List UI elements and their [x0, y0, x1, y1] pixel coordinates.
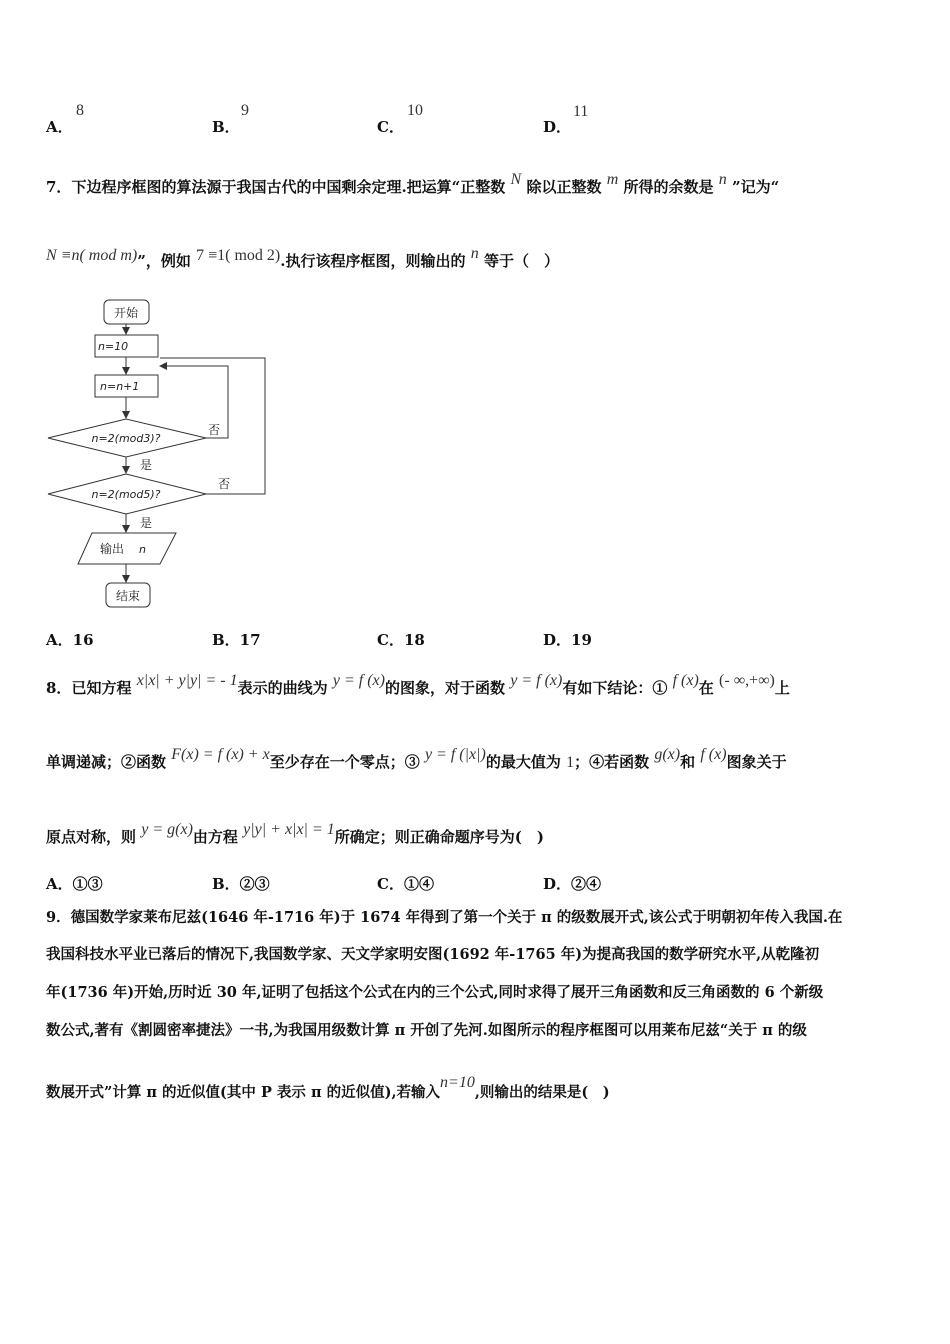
q7-option-c: C．18	[377, 631, 425, 649]
q6-option-b-letter: B．	[212, 118, 240, 136]
flow-output-box	[78, 533, 176, 564]
q8-text-8: 至少存在一个零点；③	[269, 753, 420, 771]
q8-text-1: 已知方程	[71, 679, 132, 697]
q8-F: F(x) = f (x) + x	[171, 746, 270, 763]
q8-option-a: A．①③	[46, 875, 103, 893]
flow-cond2-text: n=2(mod5)?	[91, 488, 161, 501]
q7-text-7: 等于（ ）	[483, 252, 559, 270]
q8-text-6: 上	[774, 679, 790, 697]
q8-eq-1: x|x| + y|y| = - 1	[136, 672, 238, 689]
q8-text-7: 单调递减；②函数	[46, 753, 167, 771]
q8-text-15: 所确定；则正确命题序号为( )	[334, 828, 544, 846]
flow-yes2-label: 是	[140, 516, 153, 530]
q6-option-a-value: 8	[76, 102, 84, 119]
q9-line-1: 9．德国数学家莱布尼兹(1646 年-1716 年)于 1674 年得到了第一个关于 π 的级数展开式,该公式于明朝初年传入我国.在	[46, 909, 843, 926]
q8-text-5: 在	[698, 679, 714, 697]
q8-interval: (- ∞,+∞)	[719, 672, 775, 689]
q8-text-2: 表示的曲线为	[237, 679, 328, 697]
flow-init-text: n=10	[98, 340, 129, 353]
q8-text-14: 由方程	[192, 828, 238, 846]
q9-line-3: 年(1736 年)开始,历时近 30 年,证明了包括这个公式在内的三个公式,同时求得了展开三角函数和反三角函数的 6 个新级	[46, 984, 824, 1001]
flow-cond1-text: n=2(mod3)?	[91, 432, 161, 445]
flow-output-text: 输出	[100, 542, 125, 556]
q6-option-b-value: 9	[241, 102, 249, 119]
q7-text-4: ”记为“	[731, 178, 780, 196]
q6-option-d-value: 11	[573, 103, 589, 120]
q7-option-a: A．16	[46, 631, 94, 649]
q7-text-3: 所得的余数是	[623, 178, 714, 196]
q9-line-4: 数公式,著有《割圆密率捷法》一书,为我国用级数计算 π 开创了先河.如图所示的程序框图可以用莱布尼兹“关于 π 的级	[46, 1022, 807, 1039]
q8-text-3: 的图象，对于函数	[384, 679, 505, 697]
q8-text-12: 图象关于	[726, 753, 787, 771]
q8-number: 8．	[46, 679, 72, 697]
q9-n10: n=10	[440, 1074, 475, 1091]
q8-text-4: 有如下结论：①	[562, 679, 668, 697]
q7-formula-2: 7 ≡1( mod 2)	[196, 247, 281, 264]
q7-number: 7．	[46, 178, 72, 196]
q9-text-5a: 数展开式”计算 π 的近似值(其中 P 表示 π 的近似值),若输入	[46, 1084, 441, 1101]
q7-var-n2: n	[470, 245, 479, 262]
q8-line-1	[46, 672, 790, 698]
q8-eq-2: y|y| + x|x| = 1	[243, 821, 335, 838]
q8-f3: f (x)	[672, 672, 699, 689]
q8-option-d: D．②④	[543, 875, 602, 893]
q8-text-10: ；④若函数	[574, 753, 650, 771]
q7-var-N: N	[510, 171, 522, 188]
flow-yes1-label: 是	[140, 458, 153, 472]
q9-line-5	[46, 1074, 610, 1102]
flow-no2-label: 否	[218, 477, 231, 491]
flow-output-var: n	[139, 543, 146, 556]
q7-var-m: m	[606, 171, 619, 188]
q7-formula-1: N ≡n( mod m)	[46, 247, 138, 264]
q8-f5: f (x)	[700, 746, 727, 763]
q9-line-2: 我国科技水平业已落后的情况下,我国数学家、天文学家明安图(1692 年-1765 年)为提高我国的数学研究水平,从乾隆初	[46, 946, 820, 963]
flow-inc-text: n=n+1	[100, 380, 140, 393]
q8-text-9: 的最大值为	[485, 753, 561, 771]
q8-f1: y = f (x)	[332, 672, 385, 689]
q7-text-6: .执行该程序框图，则输出的	[280, 252, 466, 270]
q6-option-c-value: 10	[407, 102, 423, 119]
q8-option-c: C．①④	[377, 875, 434, 893]
q7-flowchart	[40, 292, 280, 617]
q7-text-5: ”，例如	[137, 252, 191, 270]
q8-f2: y = f (x)	[510, 672, 563, 689]
q9-text-5b: ,则输出的结果是( )	[474, 1084, 610, 1101]
q6-option-a-letter: A．	[46, 118, 73, 136]
flow-no1-label: 否	[208, 423, 221, 437]
q7-line-2	[46, 245, 559, 271]
q7-text-2: 除以正整数	[526, 178, 602, 196]
q8-g: g(x)	[654, 746, 681, 763]
q6-option-d-letter: D．	[543, 118, 572, 136]
q6-option-c-letter: C．	[377, 118, 404, 136]
q7-option-d: D．19	[543, 631, 592, 649]
q8-line-2	[46, 746, 787, 772]
q7-text-1: 下边程序框图的算法源于我国古代的中国剩余定理.把运算“正整数	[71, 178, 506, 196]
q7-option-b: B．17	[212, 631, 261, 649]
q8-line-3	[46, 821, 544, 847]
q8-one: 1	[566, 754, 575, 771]
flow-start-text: 开始	[113, 306, 139, 320]
q7-var-n: n	[718, 171, 727, 188]
q8-option-b: B．②③	[212, 875, 270, 893]
q8-yg: y = g(x)	[141, 821, 193, 838]
q8-text-11: 和	[680, 753, 696, 771]
q7-line-1	[46, 171, 780, 197]
q8-f4: y = f (|x|)	[424, 746, 486, 763]
q8-text-13: 原点对称，则	[46, 828, 137, 846]
flow-end-text: 结束	[115, 589, 141, 603]
